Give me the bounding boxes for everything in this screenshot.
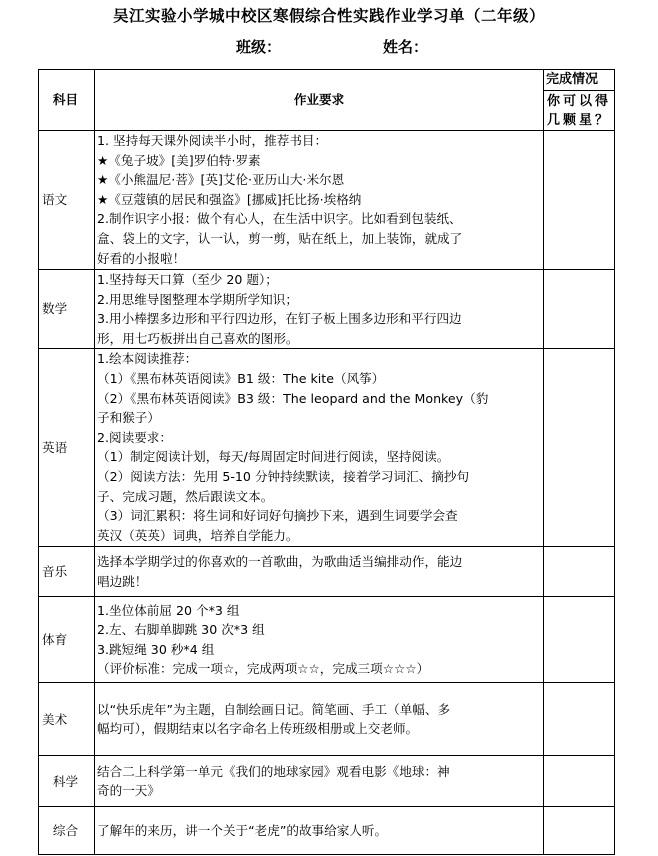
requirement-line: （1）《黑布林英语阅读》B1 级：The kite（风筝） (97, 370, 385, 386)
requirement-music (95, 547, 544, 597)
requirement-line: 2.左、右脚单脚跳 30 次*3 组 (97, 622, 265, 638)
page-title: 吴江实验小学城中校区寒假综合性实践作业学习单（二年级） (112, 7, 545, 25)
header-row (39, 70, 615, 131)
requirement-line: 子、完成习题，然后跟读文本。 (97, 488, 274, 504)
requirement-line: （评价标准：完成一项☆，完成两项☆☆，完成三项☆☆☆） (97, 661, 430, 677)
subject-science: 科学 (39, 756, 95, 807)
requirement-line: 2.阅读要求： (97, 429, 172, 445)
status-cell[interactable] (544, 131, 615, 270)
requirement-line: 2.制作识字小报：做个有心人，在生活中识字。比如看到包装纸、 (97, 211, 462, 227)
requirement-line: ★《小熊温尼·菩》[英]艾伦·亚历山大·米尔恩 (97, 172, 345, 188)
requirement-line: 3.用小棒摆多边形和平行四边形，在钉子板上围多边形和平行四边 (97, 311, 462, 327)
table-row (39, 270, 615, 349)
table-row (39, 131, 615, 270)
status-cell[interactable] (544, 756, 615, 807)
status-header-top: 完成情况 (544, 70, 614, 91)
status-header-bottom: 你可以得几颗星？ (547, 94, 612, 128)
requirement-line: 好看的小报啦！ (97, 250, 186, 266)
requirement-line: 结合二上科学第一单元《我们的地球家园》观看电影《地球：神 (97, 763, 450, 779)
table-row (39, 756, 615, 807)
requirement-line: 选择本学期学过的你喜欢的一首歌曲，为歌曲适当编排动作，能边 (97, 554, 463, 570)
requirement-line: 3.跳短绳 30 秒*4 组 (97, 641, 215, 657)
requirement-line: 形，用七巧板拼出自己喜欢的图形。 (97, 330, 299, 346)
status-cell[interactable] (544, 547, 615, 597)
requirement-line: 了解年的来历，讲一个关于“老虎”的故事给家人听。 (97, 823, 388, 839)
subject-pe: 体育 (39, 597, 95, 683)
name-label: 姓名： (383, 38, 429, 56)
requirement-art (95, 683, 544, 756)
table-row (39, 349, 615, 547)
status-cell[interactable] (544, 349, 615, 547)
requirement-line: 盒、袋上的文字，认一认，剪一剪，贴在纸上，加上装饰，就成了 (97, 230, 463, 246)
table-row (39, 807, 615, 855)
subject-general: 综合 (39, 807, 95, 855)
requirement-line: 1.坚持每天口算（至少 20 题）； (97, 272, 278, 287)
subject-chinese: 语文 (39, 131, 95, 270)
requirement-line: 唱边跳！ (97, 573, 148, 589)
status-header (544, 70, 615, 131)
table-row (39, 683, 615, 756)
status-cell[interactable] (544, 270, 615, 349)
requirement-line: （2）《黑布林英语阅读》B3 级：The leopard and the Monkey（豹 (97, 390, 489, 406)
requirement-line: 英汉（英英）词典，培养自学能力。 (97, 527, 299, 543)
status-cell[interactable] (544, 597, 615, 683)
requirement-line: 1.坐位体前屈 20 个*3 组 (97, 602, 240, 618)
homework-table (38, 69, 615, 855)
subject-music: 音乐 (39, 547, 95, 597)
subject-english: 英语 (39, 349, 95, 547)
requirement-line: （3）词汇累积：将生词和好词好句摘抄下来，遇到生词要学会查 (97, 508, 458, 524)
requirement-line: 以“快乐虎年”为主题，自制绘画日记。简笔画、手工（单幅、多 (97, 701, 451, 717)
subject-header: 科目 (39, 70, 95, 131)
table-row (39, 597, 615, 683)
status-cell[interactable] (544, 683, 615, 756)
requirement-header: 作业要求 (95, 70, 544, 131)
requirement-english (95, 349, 544, 547)
requirement-pe (95, 597, 544, 683)
requirement-line: 幅均可），假期结束以名字命名上传班级相册或上交老师。 (97, 721, 419, 737)
table-row (39, 547, 615, 597)
subject-math: 数学 (39, 270, 95, 349)
requirement-line: ★《豆蔻镇的居民和强盗》[挪威]托比扬·埃格纳 (97, 191, 362, 207)
requirement-line: 1.绘本阅读推荐： (97, 351, 198, 367)
requirement-line: ★《兔子坡》[美]罗伯特·罗素 (97, 152, 261, 168)
requirement-math (95, 270, 544, 349)
requirement-line: 1. 坚持每天课外阅读半小时，推荐书目： (97, 133, 328, 148)
status-cell[interactable] (544, 807, 615, 855)
requirement-chinese (95, 131, 544, 270)
requirement-line: （2）阅读方法：先用 5-10 分钟持续默读，接着学习词汇、摘抄句 (97, 468, 470, 484)
requirement-line: 2.用思维导图整理本学期所学知识； (97, 291, 298, 307)
class-label: 班级： (236, 38, 282, 56)
requirement-science (95, 756, 544, 807)
requirement-line: （1）制定阅读计划，每天/每周固定时间进行阅读，坚持阅读。 (97, 449, 450, 465)
requirement-line: 奇的一天》 (97, 783, 160, 799)
subject-art: 美术 (39, 683, 95, 756)
requirement-line: 子和猴子） (97, 410, 160, 426)
requirement-general (95, 807, 544, 855)
